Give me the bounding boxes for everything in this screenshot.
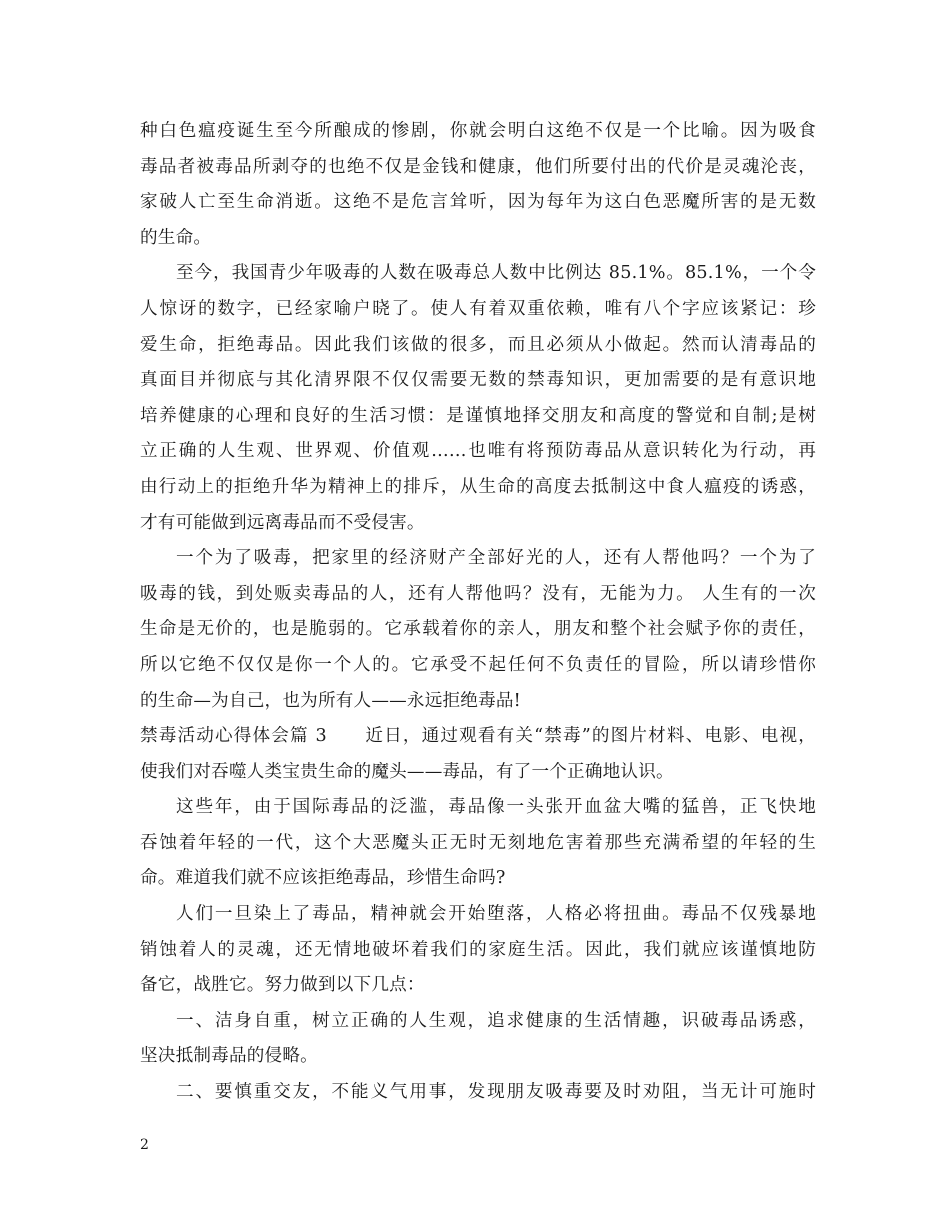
text-line: 真面目并彻底与其化清界限不仅仅需要无数的禁毒知识，更加需要的是有意识地 (140, 370, 816, 391)
text-line: 才有可能做到远离毒品而不受侵害。 (140, 512, 425, 533)
text-line: 一个为了吸毒，把家里的经济财产全部好光的人，还有人帮他吗？一个为了 (176, 548, 816, 569)
text-line: 这些年，由于国际毒品的泛滥，毒品像一头张开血盆大嘴的猛兽，正飞快地 (176, 797, 816, 818)
text-line: 的生命—为自己，也为所有人——永远拒绝毒品! (140, 690, 521, 711)
text-line: 家破人亡至生命消逝。这绝不是危言耸听，因为每年为这白色恶魔所害的是无数 (140, 192, 816, 213)
text-line: 由行动上的拒绝升华为精神上的排斥，从生命的高度去抵制这中食人瘟疫的诱惑， (140, 476, 816, 497)
text-line: 所以它绝不仅仅是你一个人的。它承受不起任何不负责任的冒险，所以请珍惜你 (140, 654, 816, 675)
text-line: 人们一旦染上了毒品，精神就会开始堕落，人格必将扭曲。毒品不仅残暴地 (176, 904, 816, 925)
text-line: 人惊讶的数字，已经家喻户晓了。使人有着双重依赖，唯有八个字应该紧记：珍 (140, 298, 816, 319)
text-line: 使我们对吞噬人类宝贵生命的魔头——毒品，有了一个正确地认识。 (140, 761, 674, 782)
text-line: 吞蚀着年轻的一代，这个大恶魔头正无时无刻地危害着那些充满希望的年轻的生 (140, 832, 816, 853)
text-line: 销蚀着人的灵魂，还无情地破坏着我们的家庭生活。因此，我们就应该谨慎地防 (140, 939, 816, 960)
document-body (140, 114, 816, 1111)
text-line: 毒品者被毒品所剥夺的也绝不仅是金钱和健康，他们所要付出的代价是灵魂沦丧， (140, 156, 816, 177)
text-line: 吸毒的钱，到处贩卖毒品的人，还有人帮他吗？没有，无能为力。 人生有的一次 (140, 583, 816, 604)
text-line: 培养健康的心理和良好的生活习惯：是谨慎地择交朋友和高度的警觉和自制;是树 (140, 405, 816, 426)
text-line: 一、洁身自重，树立正确的人生观，追求健康的生活情趣，识破毒品诱惑， (176, 1010, 816, 1031)
text-line: 命。难道我们就不应该拒绝毒品，珍惜生命吗? (140, 868, 506, 889)
text-line: 种白色瘟疫诞生至今所酿成的惨剧，你就会明白这绝不仅是一个比喻。因为吸食 (140, 121, 816, 141)
text-line: 爱生命，拒绝毒品。因此我们该做的很多，而且必须从小做起。然而认清毒品的 (140, 334, 816, 355)
text-line: 至今，我国青少年吸毒的人数在吸毒总人数中比例达 85.1%。85.1%，一个令 (176, 263, 816, 284)
text-line: 的生命。 (140, 227, 212, 248)
text-line: 立正确的人生观、世界观、价值观……也唯有将预防毒品从意识转化为行动，再 (140, 441, 816, 462)
text-line: 备它，战胜它。努力做到以下几点： (140, 975, 425, 996)
text-line: 二、要慎重交友，不能义气用事，发现朋友吸毒要及时劝阻，当无计可施时 (176, 1082, 816, 1103)
text-line: 禁毒活动心得体会篇 3 近日，通过观看有关“禁毒”的图片材料、电影、电视， (140, 726, 816, 747)
text-line: 生命是无价的，也是脆弱的。它承载着你的亲人，朋友和整个社会赋予你的责任， (140, 619, 816, 640)
page-number: 2 (140, 1137, 149, 1153)
text-line: 坚决抵制毒品的侵略。 (140, 1046, 318, 1067)
